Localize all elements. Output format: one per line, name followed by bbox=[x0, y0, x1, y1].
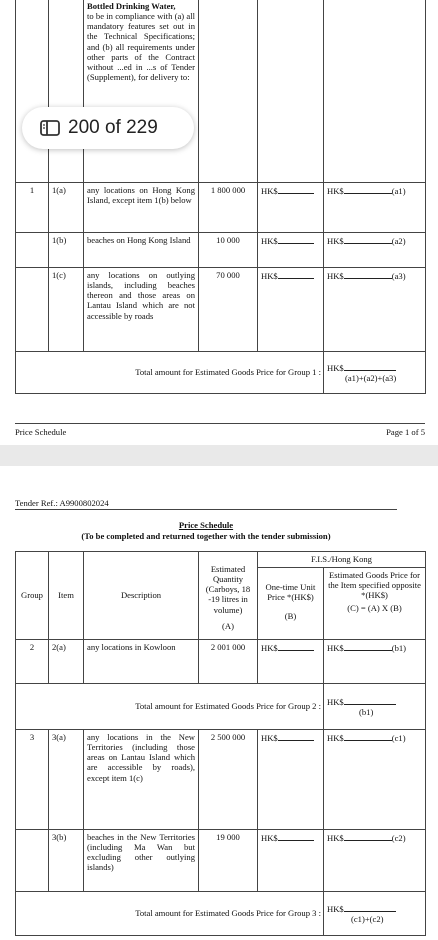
group-3-total-row bbox=[16, 892, 426, 936]
quantity-cell: 1 800 000 bbox=[199, 183, 258, 233]
total-formula: (c1)+(c2) bbox=[351, 914, 384, 924]
goods-price-header: Estimated Goods Price for the Item specified opposite *(HK$) (C) = (A) X (B) bbox=[324, 568, 426, 640]
table-row bbox=[16, 730, 426, 830]
unit-price-cell: HK$ bbox=[258, 183, 324, 233]
goods-price-cell: HK$ (c2) bbox=[324, 830, 426, 892]
page-number: Page 1 of 5 bbox=[386, 427, 425, 437]
goods-price-cell: HK$ (b1) bbox=[324, 640, 426, 684]
bottled-water-description bbox=[84, 0, 199, 183]
quantity-cell: 70 000 bbox=[199, 268, 258, 352]
quantity-cell: 2 001 000 bbox=[199, 640, 258, 684]
unit-price-cell: HK$ bbox=[258, 233, 324, 268]
item-cell: 1(c) bbox=[49, 268, 84, 352]
description-header: Description bbox=[84, 552, 199, 640]
table-row bbox=[16, 233, 426, 268]
goods-price-cell: HK$ (a3) bbox=[324, 268, 426, 352]
schedule-title: Price Schedule bbox=[178, 520, 234, 530]
description-cell: any locations in the New Territories (including those areas on Lantau Island which are accessible by roads), except item 1(c) bbox=[84, 730, 199, 830]
group-cell: 3 bbox=[16, 730, 49, 830]
description-header-row bbox=[16, 0, 426, 183]
item-cell: 1(a) bbox=[49, 183, 84, 233]
table-row bbox=[16, 640, 426, 684]
description-cell: beaches on Hong Kong Island bbox=[84, 233, 199, 268]
item-cell: 2(a) bbox=[49, 640, 84, 684]
unit-price-cell: HK$ bbox=[258, 640, 324, 684]
unit-price-cell: HK$ bbox=[258, 268, 324, 352]
quantity-cell: 10 000 bbox=[199, 233, 258, 268]
product-name: Bottled Drinking Water, bbox=[87, 1, 176, 11]
group-cell: 2 bbox=[16, 640, 49, 684]
goods-price-cell: HK$ (c1) bbox=[324, 730, 426, 830]
goods-price-cell: HK$ (a2) bbox=[324, 233, 426, 268]
table-row bbox=[16, 268, 426, 352]
goods-price-cell: HK$ (a1) bbox=[324, 183, 426, 233]
total-label: Total amount for Estimated Goods Price for Group 2 : bbox=[16, 684, 324, 730]
quantity-cell: 19 000 bbox=[199, 830, 258, 892]
total-value: HK$ (b1) bbox=[324, 684, 426, 730]
page-counter-text: 200 of 229 bbox=[68, 117, 158, 138]
unit-price-cell: HK$ bbox=[258, 730, 324, 830]
price-schedule-table-1 bbox=[15, 0, 426, 394]
product-requirements: to be in compliance with (a) all mandatory features set out in the Technical Specifications; and (b) all requirements under other parts of the Contract without ...ed in ...s of Tender (Supplement), for delivery to: bbox=[87, 11, 195, 82]
table-row bbox=[16, 830, 426, 892]
description-cell: beaches in the New Territories (including Ma Wan but excluding other outlying islands) bbox=[84, 830, 199, 892]
tender-reference: Tender Ref.: A9900802024 bbox=[15, 498, 109, 508]
fis-header: F.I.S./Hong Kong bbox=[258, 552, 426, 568]
page-counter-badge[interactable] bbox=[22, 107, 194, 149]
footer-rule bbox=[15, 423, 425, 424]
description-cell: any locations on Hong Kong Island, except item 1(b) below bbox=[84, 183, 199, 233]
footer-title: Price Schedule bbox=[15, 427, 67, 437]
description-cell: any locations in Kowloon bbox=[84, 640, 199, 684]
quantity-cell: 2 500 000 bbox=[199, 730, 258, 830]
schedule-subtitle: (To be completed and returned together with the tender submission) bbox=[81, 531, 331, 541]
header-rule bbox=[15, 509, 397, 510]
document-page-2 bbox=[0, 466, 438, 940]
group-cell: 1 bbox=[16, 183, 49, 233]
price-schedule-table-2 bbox=[15, 551, 426, 936]
group-1-total-row bbox=[16, 352, 426, 394]
group-header: Group bbox=[16, 552, 49, 640]
total-value: HK$ (a1)+(a2)+(a3) bbox=[324, 352, 426, 394]
total-label: Total amount for Estimated Goods Price for Group 1 : bbox=[16, 352, 324, 394]
unit-price-cell: HK$ bbox=[258, 830, 324, 892]
item-header: Item bbox=[49, 552, 84, 640]
group-2-total-row bbox=[16, 684, 426, 730]
description-cell: any locations on outlying islands, including beaches thereon and those areas on Lantau Island which are not accessible by roads bbox=[84, 268, 199, 352]
total-formula: (a1)+(a2)+(a3) bbox=[345, 373, 397, 383]
page-icon bbox=[40, 120, 60, 136]
table-row bbox=[16, 183, 426, 233]
unit-price-header: One-time Unit Price *(HK$) (B) bbox=[258, 568, 324, 640]
item-cell: 3(a) bbox=[49, 730, 84, 830]
total-value: HK$ (c1)+(c2) bbox=[324, 892, 426, 936]
total-formula: (b1) bbox=[359, 707, 374, 717]
total-label: Total amount for Estimated Goods Price for Group 3 : bbox=[16, 892, 324, 936]
item-cell: 3(b) bbox=[49, 830, 84, 892]
document-page-1 bbox=[0, 0, 438, 445]
item-cell: 1(b) bbox=[49, 233, 84, 268]
quantity-header: Estimated Quantity (Carboys, 18 -19 litres in volume) (A) bbox=[199, 552, 258, 640]
header-row bbox=[16, 552, 426, 568]
